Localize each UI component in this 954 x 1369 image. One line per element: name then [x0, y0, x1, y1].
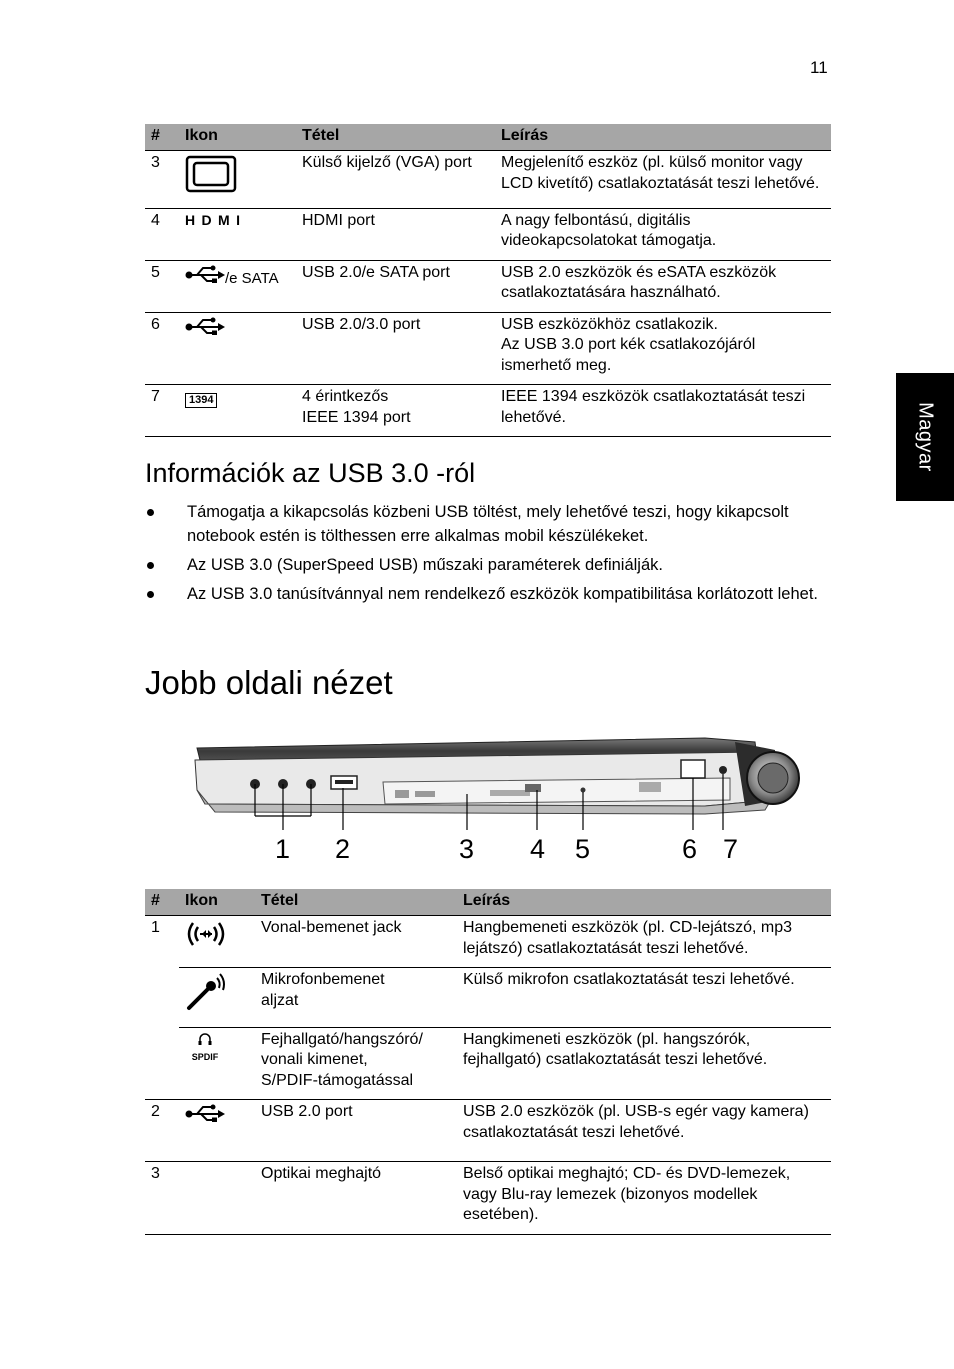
- row-desc: A nagy felbontású, digitális videokapcsolatokat támogatja.: [495, 208, 831, 260]
- list-item-text: Az USB 3.0 tanúsítvánnyal nem rendelkező eszközök kompatibilitása korlátozott lehet.: [187, 585, 818, 603]
- table-row: [145, 916, 831, 968]
- usb-info-list: [145, 500, 835, 611]
- page-number: 11: [810, 58, 828, 77]
- list-item: [145, 582, 835, 606]
- table-header-row: [145, 124, 831, 151]
- row-desc: IEEE 1394 eszközök csatlakoztatását teszi lehetővé.: [495, 385, 831, 437]
- list-item: [145, 500, 835, 548]
- row-item: USB 2.0/3.0 port: [296, 312, 495, 385]
- headphone-icon: [197, 1032, 213, 1046]
- table-row: [145, 1100, 831, 1162]
- row-icon-cell: [179, 385, 296, 437]
- bullet-icon: [147, 509, 154, 516]
- table-row: [145, 151, 831, 209]
- list-item-text: Az USB 3.0 (SuperSpeed USB) műszaki paraméterek definiálják.: [187, 556, 663, 574]
- table-header-row: [145, 889, 831, 916]
- row-item: [255, 1027, 457, 1100]
- callout-1: 1: [275, 834, 291, 864]
- col-header-icon: Ikon: [179, 124, 296, 151]
- laptop-side-drawing: [145, 720, 835, 870]
- row-desc-line: USB eszközökhöz csatlakozik.: [501, 315, 718, 333]
- row-item: Vonal-bemenet jack: [255, 916, 457, 968]
- col-header-desc: Leírás: [457, 889, 831, 916]
- row-icon-cell: [179, 916, 255, 968]
- ieee1394-icon: [185, 393, 217, 408]
- col-header-num: #: [145, 124, 179, 151]
- row-item-line: 4 érintkezős: [302, 388, 389, 405]
- line-in-icon: [185, 920, 227, 955]
- ports-table-right: [145, 889, 831, 1235]
- row-desc: [495, 312, 831, 385]
- svg-text:HDMI: HDMI: [185, 212, 241, 227]
- callout-2: 2: [335, 834, 351, 864]
- usb-icon: [185, 265, 225, 290]
- row-item-line: IEEE 1394 port: [302, 408, 411, 426]
- table-row: [145, 385, 831, 437]
- bullet-icon: [147, 591, 154, 598]
- row-number: 6: [145, 312, 179, 385]
- row-item-line: vonali kimenet,: [261, 1051, 368, 1068]
- row-number: [145, 968, 179, 1028]
- callout-5: 5: [575, 834, 591, 864]
- col-header-item: Tétel: [296, 124, 495, 151]
- row-icon-cell: [179, 151, 296, 209]
- list-item: [145, 553, 835, 577]
- row-icon-cell: [179, 968, 255, 1028]
- row-item: USB 2.0/e SATA port: [296, 260, 495, 312]
- microphone-icon: [185, 972, 227, 1019]
- row-number: 2: [145, 1100, 179, 1162]
- list-item-text: Támogatja a kikapcsolás közbeni USB töltést, mely lehetővé teszi, hogy kikapcsolt notebook estén is tölthessen erre alkalmas mobil készülékeket.: [187, 503, 789, 545]
- row-item-line: Mikrofonbemenet: [261, 971, 385, 988]
- row-item: Külső kijelző (VGA) port: [296, 151, 495, 209]
- row-item-line: Fejhallgató/hangszóró/: [261, 1030, 423, 1048]
- row-number: 7: [145, 385, 179, 437]
- hdmi-icon: [185, 213, 243, 234]
- table-row: [145, 968, 831, 1028]
- language-label: Magyar: [914, 402, 937, 472]
- row-number: 5: [145, 260, 179, 312]
- row-number: 4: [145, 208, 179, 260]
- row-icon-cell: [179, 312, 296, 385]
- callout-6: 6: [682, 834, 698, 864]
- callout-4: 4: [530, 834, 546, 864]
- row-item: USB 2.0 port: [255, 1100, 457, 1162]
- ports-table-left: [145, 124, 831, 437]
- row-item: Optikai meghajtó: [255, 1162, 457, 1235]
- row-number: [145, 1027, 179, 1100]
- row-desc: Hangkimeneti eszközök (pl. hangszórók, fejhallgató) csatlakoztatását teszi lehetővé.: [457, 1027, 831, 1100]
- row-number: 1: [151, 919, 160, 936]
- col-header-item: Tétel: [255, 889, 457, 916]
- row-item: [255, 968, 457, 1028]
- row-icon-cell: [179, 1027, 255, 1100]
- headphone-spdif-icon: [185, 1032, 225, 1063]
- vga-monitor-icon: [185, 155, 237, 200]
- row-icon-cell: [179, 208, 296, 260]
- usb-icon: [185, 317, 225, 342]
- callout-7: 7: [723, 834, 739, 864]
- laptop-right-side-illustration: [145, 720, 835, 870]
- table-row: [145, 208, 831, 260]
- row-desc: USB 2.0 eszközök (pl. USB-s egér vagy kamera) csatlakoztatását teszi lehetővé.: [457, 1100, 831, 1162]
- row-desc: Külső mikrofon csatlakoztatását teszi lehetővé.: [457, 968, 831, 1028]
- row-item: HDMI port: [296, 208, 495, 260]
- usb-icon: [185, 1104, 225, 1129]
- row-desc: Megjelenítő eszköz (pl. külső monitor vagy LCD kivetítő) csatlakoztatását teszi lehetővé.: [495, 151, 831, 209]
- esata-icon-label: /e SATA: [225, 269, 279, 287]
- table-row: [145, 1162, 831, 1235]
- row-icon-cell: [179, 1100, 255, 1162]
- spdif-label: SPDIF: [191, 1052, 219, 1062]
- table-row: [145, 1027, 831, 1100]
- usb-info-heading: Információk az USB 3.0 -ról: [145, 458, 476, 488]
- col-header-icon: Ikon: [179, 889, 255, 916]
- col-header-num: #: [145, 889, 179, 916]
- language-side-tab: [896, 373, 954, 501]
- row-number: 3: [145, 151, 179, 209]
- row-item-line: aljzat: [261, 991, 299, 1009]
- row-icon-cell: [179, 1162, 255, 1235]
- bullet-icon: [147, 562, 154, 569]
- row-desc: Belső optikai meghajtó; CD- és DVD-lemezek, vagy Blu-ray lemezek (bizonyos modellek esetében).: [457, 1162, 831, 1235]
- col-header-desc: Leírás: [495, 124, 831, 151]
- row-item: [296, 385, 495, 437]
- right-view-heading: Jobb oldali nézet: [145, 664, 393, 701]
- callout-3: 3: [459, 834, 475, 864]
- table-row: [145, 312, 831, 385]
- row-desc: USB 2.0 eszközök és eSATA eszközök csatlakoztatására használható.: [495, 260, 831, 312]
- row-number: 3: [145, 1162, 179, 1235]
- row-item-line: S/PDIF-támogatással: [261, 1071, 414, 1089]
- ieee1394-icon-label: 1394: [189, 394, 214, 406]
- row-desc: Hangbemeneti eszközök (pl. CD-lejátszó, mp3 lejátszó) csatlakoztatását teszi lehetővé.: [457, 916, 831, 968]
- row-desc-line: Az USB 3.0 port kék csatlakozójáról ismerhető meg.: [501, 336, 756, 374]
- table-row: [145, 260, 831, 312]
- row-icon-cell: [179, 260, 296, 312]
